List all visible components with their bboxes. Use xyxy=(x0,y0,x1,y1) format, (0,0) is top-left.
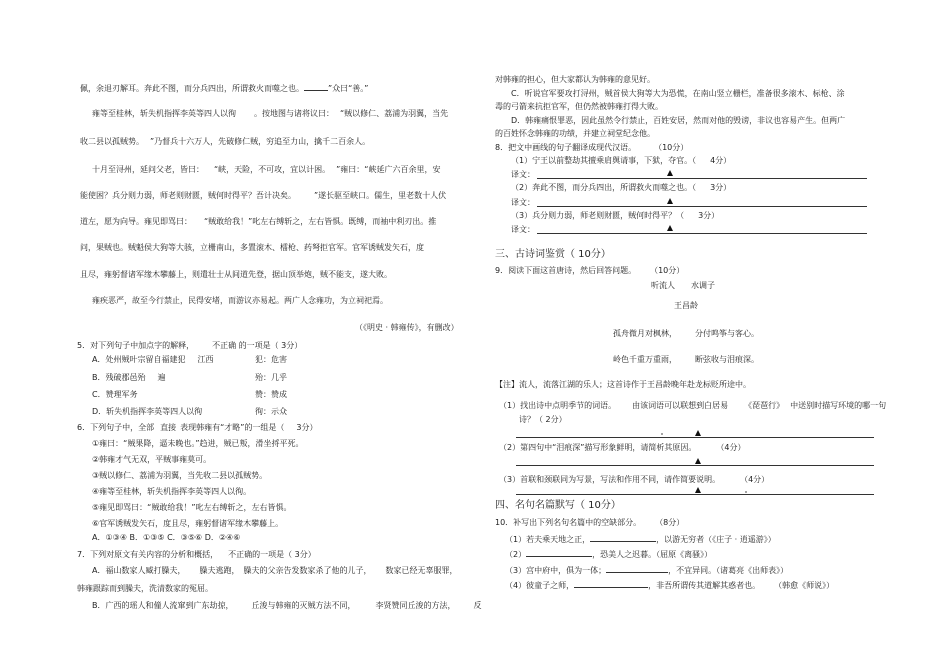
fill-blank[interactable] xyxy=(574,579,648,588)
question-9: 9．阅读下面这首唐诗，然后回答问题。 （10分） xyxy=(495,266,685,275)
triangle-marker-icon xyxy=(667,170,673,176)
question-6: 6．下列句子中，全部 直接 表现韩雍有“才略”的一组是（ 3分） xyxy=(77,423,318,432)
triangle-marker-icon xyxy=(667,225,673,231)
translation-label-2: 译文： xyxy=(511,198,535,207)
section-4-heading: 四、名句名篇默写（ 10分） xyxy=(495,500,621,511)
para-3-line4: 问，果贼也。贼魁侯大狗等大骇，立栅南山，多置滚木、檑枪、药弩拒官军。官军诱贼发矢石，度 xyxy=(80,243,424,252)
q9-item-3: （3）首联和颈联同为写景，写法和作用不同，请作简要说明。 （4分） xyxy=(499,475,770,484)
poem-note: 【注】流人，流落江湖的乐人；这首诗作于王昌龄晚年赴龙标贬所途中。 xyxy=(495,380,751,389)
section-3-heading: 三、古诗词鉴赏（ 10分） xyxy=(495,249,611,260)
q5-option-a-gloss: 犯：危害 xyxy=(255,355,287,364)
q6-item-3: ③贼以修仁、荔浦为羽翼，当先收二县以孤贼势。 xyxy=(92,471,268,480)
para-2-line2: 收二县以孤贼势。 ”乃督兵十六万人，先破修仁贼，穷追至力山，擒千二百余人。 xyxy=(80,137,371,146)
q10-item-2: （2） ，恐美人之迟暮。（屈原《离骚》） xyxy=(505,550,713,559)
fill-blank[interactable] xyxy=(606,564,668,573)
para-2-line1: 雍等至桂林，斩失机指挥李英等四人以徇 。按地图与诸将议曰： “贼以修仁、荔浦为羽翼，当先 xyxy=(92,109,449,118)
q8-item-3: （3）兵分则力弱，师老则财匮，贼何时得平？（ 3分） xyxy=(511,211,720,220)
triangle-marker-icon xyxy=(695,430,701,436)
q9-item-1-cont: 诗？（ 2分） xyxy=(519,415,567,424)
q7-option-c-line2: 毒的弓箭来抗拒官军，但仍然被韩雍打得大败。 xyxy=(495,102,663,111)
q5-option-c-gloss: 赞：赞成 xyxy=(255,390,287,399)
q5-option-b: B．残破郡邑殆 遍 xyxy=(92,373,166,382)
q8-item-2: （2）奔此不图，而分兵四出，所谓救火而噬之也。（ 3分） xyxy=(511,183,732,192)
q6-item-2: ②韩雍才气无双，平贼事雍莫可。 xyxy=(92,455,212,464)
poem-line-2: 岭色千重万重雨， 断弦收与泪痕深。 xyxy=(613,355,759,364)
para-3-line3: 道左，愿为向导。雍见即骂曰： “贼敢给我！”叱左右缚斩之，左右皆惧。既缚，而袖中利刃出。推 xyxy=(80,217,437,226)
translation-label-1: 译文： xyxy=(511,170,535,179)
answer-line[interactable] xyxy=(537,178,867,179)
q5-option-c: C．赞理军务 xyxy=(92,390,138,399)
q7-option-b-line1: B．广西的瑶人和僮人流窜到广东劫掠， 丘浚与韩雍的灭贼方法不同， 李贤赞同丘浚的方法， 反 xyxy=(92,601,482,610)
poem-line-1: 孤舟微月对枫林， 分付鸣筝与客心。 xyxy=(613,329,759,338)
q5-option-d-gloss: 徇：示众 xyxy=(255,407,287,416)
answer-line[interactable] xyxy=(537,233,867,234)
question-10: 10．补写出下列名句名篇中的空缺部分。 （8分） xyxy=(495,518,685,527)
poem-title: 听流人 水调子 xyxy=(651,281,715,290)
translation-label-3: 译文： xyxy=(511,225,535,234)
q5-option-d: D．斩失机指挥李英等四人以徇 xyxy=(92,407,203,416)
q7-option-c-line1: C．听说官军要攻打浔州，贼首侯大狗等大为恐慌，在南山竖立栅栏，准备很多滚木、标枪、涂 xyxy=(511,89,845,98)
fill-blank[interactable] xyxy=(526,548,592,557)
emphasis-dot xyxy=(745,491,747,493)
answer-line[interactable] xyxy=(516,494,874,495)
q6-item-6: ⑥官军诱贼发矢石，度且尽，雍躬督诸军缘木攀藤上。 xyxy=(92,519,284,528)
triangle-marker-icon xyxy=(695,487,701,493)
q10-item-4: （4）彼童子之师， ，非吾所谓传其道解其惑者也。 （韩愈《师说》） xyxy=(505,581,835,590)
q10-item-1: （1）若夫乘天地之正， ，以游无穷者（《庄子 · 逍遥游》） xyxy=(505,535,776,544)
continued-line: 对韩雍的担心，但大家都认为韩雍的意见好。 xyxy=(495,75,655,84)
question-7: 7．下列对原文有关内容的分析和概括， 不正确的一项是（ 3分） xyxy=(77,550,316,559)
right-page xyxy=(475,0,950,659)
q7-option-a-line1: A．福山数家人臧打臊夫， 臊夫逃跑， 臊夫的父亲告发数家杀了他的儿子， 数家已经无辜服罪， xyxy=(92,566,458,575)
question-8: 8．把文中画线的句子翻译成现代汉语。 （10分） xyxy=(495,143,689,152)
q6-item-5: ⑤雍见即骂曰：“贼敢给我！”叱左右缚斩之，左右皆惧。 xyxy=(92,503,292,512)
answer-line[interactable] xyxy=(516,465,874,466)
blank-line xyxy=(304,82,328,91)
para-3-line5: 且尽，雍躬督诸军缘木攀藤上，则遣壮士从间道先登，据山顶举炮，贼不能支，遂大败。 xyxy=(80,270,392,279)
para-4: 雍疾恶严，故至今行禁止，民得安堵，而游议亦易起。两广人念雍功，为立祠祀焉。 xyxy=(92,296,388,305)
answer-line[interactable] xyxy=(516,437,874,438)
q7-option-d-line1: D．韩雍痛恨罪恶，因此虽然令行禁止，百姓安居，然而对他的毁谤，非议也容易产生。但两广 xyxy=(511,116,846,125)
fill-blank[interactable] xyxy=(590,533,656,542)
emphasis-dot xyxy=(661,433,663,435)
answer-line[interactable] xyxy=(537,206,867,207)
q5-option-a: A．处州贼叶宗留自福建犯 江西 xyxy=(92,355,214,364)
question-5: 5．对下列句子中加点字的解释， 不正确 的一项是（ 3分） xyxy=(77,341,303,350)
para-3-line2: 能使困？兵分则力弱，师老则财匮，贼何时得平？吾计决矣。 ”遂长驱至峡口。儒生，里老数十人伏 xyxy=(80,191,447,200)
q7-option-a-line2: 韩雍跟踪而到臊夫，洗清数家的冤屈。 xyxy=(77,584,213,593)
q6-item-1: ①雍曰：“贼果降，逼未晚也。”趋进，贼已叛，滑坐捋平死。 xyxy=(92,439,304,448)
triangle-marker-icon xyxy=(667,198,673,204)
q6-options: A．①③④ B．①③⑤ C．③⑤⑥ D．②④⑥ xyxy=(92,533,241,542)
q8-item-1: （1）宁王以前整劫其擅乘肩舆请事，下狱，夺官。（ 4分） xyxy=(511,156,732,165)
source-citation: （《明史 · 韩雍传》，有删改） xyxy=(355,323,459,332)
poem-author: 王昌龄 xyxy=(674,301,698,310)
para-1: 佩，余退刃解耳。奔此不图，而分兵四出，所谓救火而噬之也。 ”众曰“善。” xyxy=(80,84,369,93)
q10-item-3: （3）宫中府中，俱为一体； ，不宜异同。（诸葛亮《出师表》） xyxy=(505,566,789,575)
triangle-marker-icon xyxy=(695,458,701,464)
q5-option-b-gloss: 殆：几乎 xyxy=(255,373,287,382)
para-3-line1: 十月至浔州，延问父老，皆曰： “峡，天险，不可攻，宜以计困。 ”雍曰：“峡延广六百余里，安 xyxy=(92,165,441,174)
q6-item-4: ④雍等至桂林，斩失机指挥李英等四人以徇。 xyxy=(92,487,252,496)
q9-item-1: （1）找出诗中点明季节的词语。 由该词语可以联想到白居易 《琵琶行》 中送别时描写环境的哪一句 xyxy=(499,401,887,410)
q7-option-d-line2: 的百姓怀念韩雍的功绩，并建立祠堂纪念他。 xyxy=(495,129,655,138)
q9-item-2: （2）第四句中“泪痕深”描写形象鲜明，请简析其原因。 （4分） xyxy=(499,443,746,452)
